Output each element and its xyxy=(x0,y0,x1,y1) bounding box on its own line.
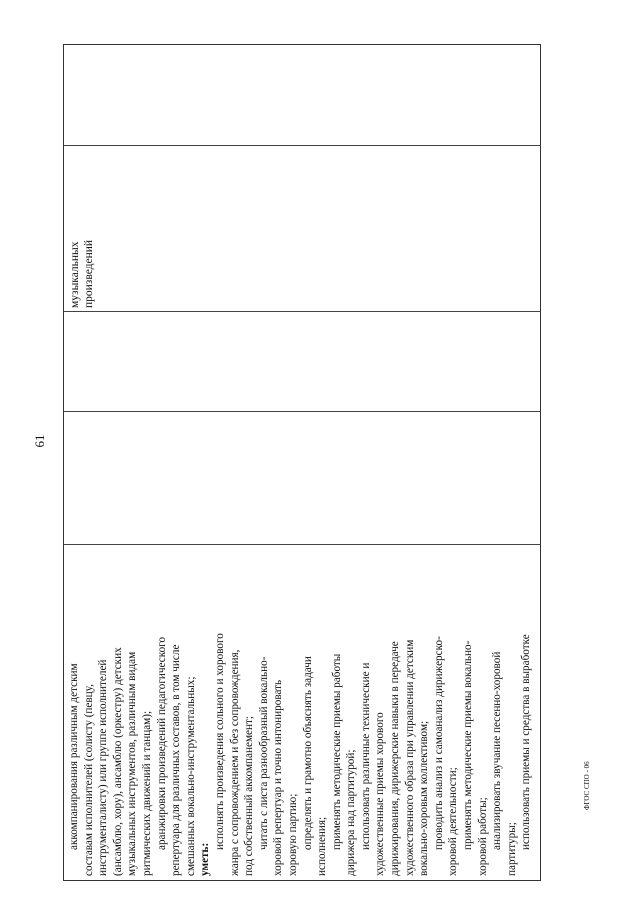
competency-line: вокально-хоровым коллективом; xyxy=(418,720,431,876)
competency-line: дирижера над партитурой; xyxy=(345,749,358,876)
competency-line: уметь: xyxy=(199,842,212,876)
subject-line: произведений xyxy=(83,239,95,308)
competency-line: художественные приемы хорового xyxy=(374,712,387,876)
competency-line: жанра с сопровождением и без сопровождения, xyxy=(228,649,241,876)
competency-line: хоровой репертуар и точно интонировать xyxy=(272,679,285,876)
competency-line: дирижирования, дирижерские навыки в передаче xyxy=(389,641,402,876)
document-table xyxy=(63,44,541,881)
competency-line: исполнения; xyxy=(316,816,329,876)
subject-line: музыкальных xyxy=(69,241,81,308)
competency-line: партитуры; xyxy=(505,822,518,876)
competency-line: музыкальных инструментов, различным видам xyxy=(126,651,139,876)
subject-cell xyxy=(64,174,542,314)
competency-line: репертуара для различных составов, в том числе xyxy=(170,644,183,876)
competency-line: читать с листа разнообразный вокально- xyxy=(257,656,270,850)
competency-line: (ансамблю, хору), ансамблю (оркестру) детских xyxy=(111,647,124,876)
competency-line: аккомпанирования различным детским xyxy=(68,663,80,850)
page-number: 61 xyxy=(32,434,47,448)
competency-line: использовать приемы и средства в выработке xyxy=(520,634,533,850)
competency-line: аранжировки произведений педагогического xyxy=(155,636,168,850)
competency-line: исполнять произведения сольного и хорового xyxy=(213,633,226,850)
competency-line: инструменталисту) или группе исполнителей xyxy=(97,659,110,876)
competency-line: хоровую партию; xyxy=(286,793,299,876)
competency-line: применять методические приемы вокально- xyxy=(462,640,475,850)
competency-line: художественного образа при управлении детским xyxy=(403,639,416,876)
document-code: ФГОС СПО - 06 xyxy=(583,761,591,810)
competencies-cell xyxy=(64,545,542,882)
competency-line: под собственный аккомпанемент; xyxy=(243,716,256,876)
competency-line: определять и грамотно объяснять задачи xyxy=(301,656,314,850)
competency-line: проводить анализ и самоанализ дирижерско- xyxy=(432,636,445,850)
competency-line: составам исполнителей (солисту (певцу, xyxy=(82,684,95,876)
competency-line: хоровой работы; xyxy=(476,797,489,876)
competency-line: смешанных вокально-инструментальных; xyxy=(184,676,197,876)
competency-line: использовать различные технические и xyxy=(359,662,372,850)
competency-line: применять методические приемы работы xyxy=(330,653,343,850)
rotated-table-content xyxy=(64,45,542,882)
competency-line: анализировать звучание песенно-хоровой xyxy=(491,651,504,850)
competency-line: хоровой деятельности; xyxy=(447,767,460,876)
competency-line: ритмических движений и танцам); xyxy=(140,710,153,876)
